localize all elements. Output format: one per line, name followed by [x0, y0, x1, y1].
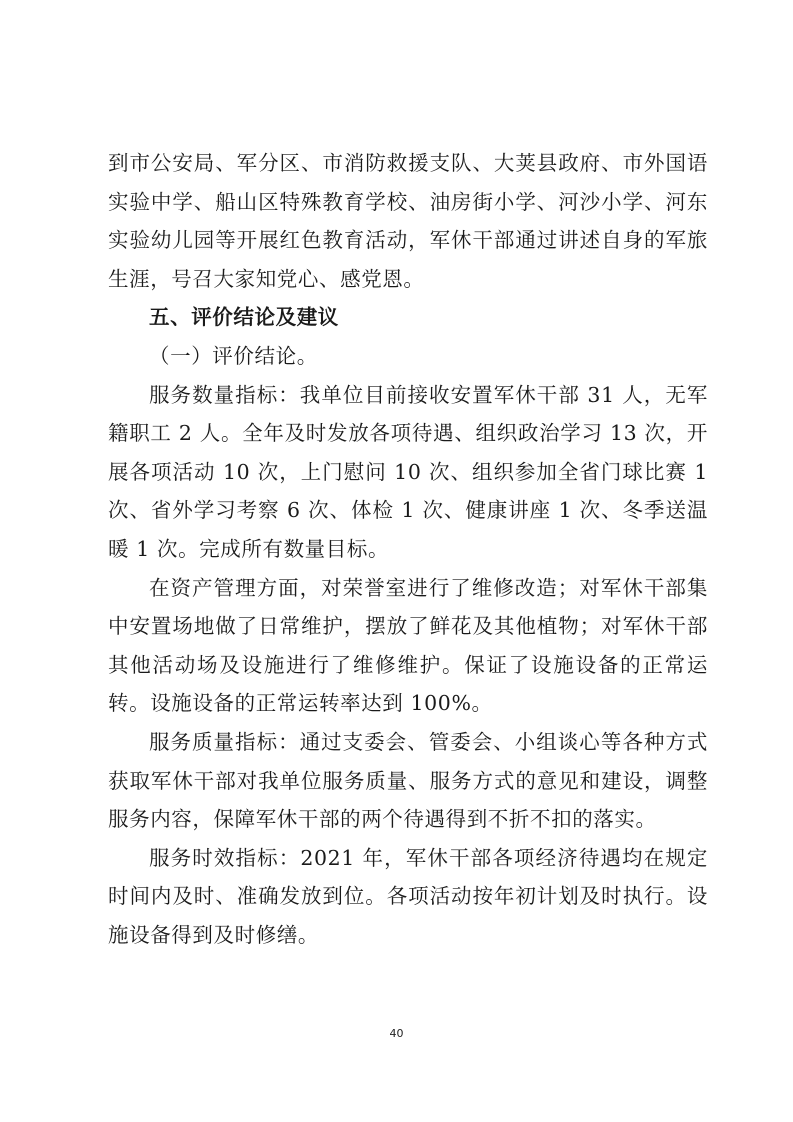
continued-paragraph: 到市公安局、军分区、市消防救援支队、大荚县政府、市外国语实验中学、船山区特殊教育学校、油房街小学、河沙小学、河东实验幼儿园等开展红色教育活动，军休干部通过讲述自身的军旅生涯，号召大家知党心、感党恩。 [108, 151, 708, 291]
paragraph-asset-management: 在资产管理方面，对荣誉室进行了维修改造；对军休干部集中安置场地做了日常维护，摆放了鲜花及其他植物；对军休干部其他活动场及设施进行了维修维护。保证了设施设备的正常运转。设施设备的正常运转率达到 100%。 [108, 575, 708, 716]
section-heading: 五、评价结论及建议 [149, 305, 339, 330]
subsection-heading: （一）评价结论。 [149, 343, 318, 368]
page-number: 40 [389, 1027, 404, 1040]
paragraph-service-quantity: 服务数量指标：我单位目前接收安置军休干部 31 人，无军籍职工 2 人。全年及时发放各项待遇、组织政治学习 13 次，开展各项活动 10 次，上门慰问 10 次、组织参加全省门球比赛 1 次、省外学习考察 6 次、体检 1 次、健康讲座 1 次、冬季送温暖 1 次。完成所有数量目标。 [108, 382, 708, 561]
document-body [108, 144, 708, 954]
paragraph-service-quality: 服务质量指标：通过支委会、管委会、小组谈心等各种方式获取军休干部对我单位服务质量、服务方式的意见和建设，调整服务内容，保障军休干部的两个待遇得到不折不扣的落实。 [108, 729, 708, 832]
paragraph-service-timeliness: 服务时效指标：2021 年，军休干部各项经济待遇均在规定时间内及时、准确发放到位。各项活动按年初计划及时执行。设施设备得到及时修缮。 [108, 845, 708, 947]
